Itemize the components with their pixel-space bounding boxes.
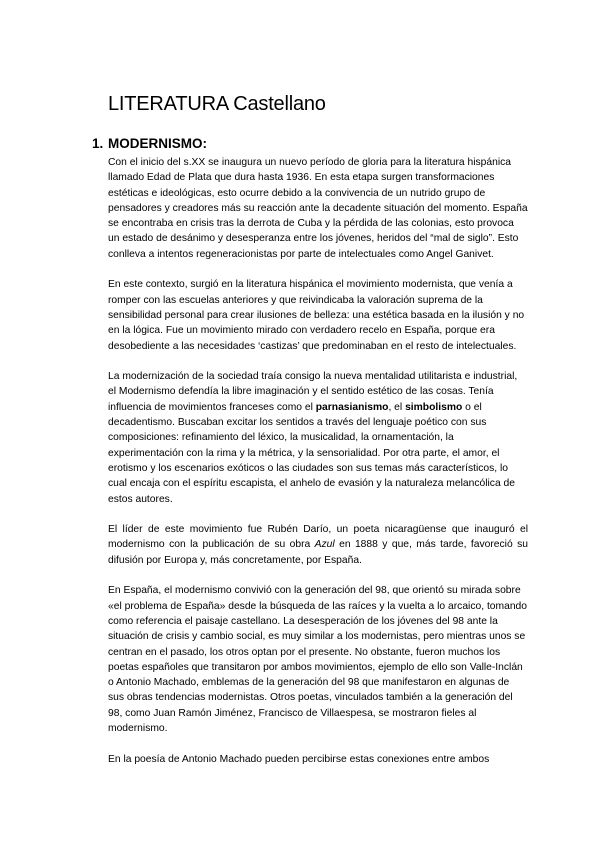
paragraph-3 [108,369,528,507]
paragraph-3-text-a: La modernización de la sociedad traía consigo la nueva mentalidad utilitarista e industrial, el Modernismo defendía la libre imaginación y el sentido estético de las cosas. Tenía influencia de movimientos franceses como el [108,371,518,413]
paragraph-4-text-b: en 1888 y que, más tarde, favoreció su difusión por Europa y, más concretamente, por España. [108,539,528,566]
paragraph-5: En España, el modernismo convivió con la generación del 98, que orientó su mirada sobre «el problema de España» desde la búsqueda de las raíces y la vuelta a lo arcaico, tomando como referencia el paisaje castellano. La desesperación de los jóvenes del 98 ante la situación de crisis y cambio social, es muy similar a los modernistas, pero mientras unos se centran en el pasado, los otros optan por el presente. No obstante, fueron muchos los poetas españoles que transitaron por ambos movimientos, ejemplo de ello son Valle-Inclán o Antonio Machado, emblemas de la generación del 98 que manifestaron en algunas de sus obras tendencias modernistas. Otros poetas, vinculados también a la generación del 98, como Juan Ramón Jiménez, Francisco de Villaespesa, se mostraron fieles al modernismo. [108,585,528,734]
paragraph-6: En la poesía de Antonio Machado pueden percibirse estas conexiones entre ambos [108,753,490,765]
paragraph-4-text-a: El líder de este movimiento fue Rubén Darío, un poeta nicaragüense que inauguró el modernismo con la publicación de su obra [108,524,528,551]
section-number: 1. [92,136,104,151]
paragraph-2: En este contexto, surgió en la literatura hispánica el movimiento modernista, que venía a romper con las escuelas anteriores y que reivindicaba la valoración suprema de la sensibilidad personal para crear ilusiones de belleza: una estética basada en la ilusión y no en la lógica. Fue un movimiento mirado con verdadero recelo en España, porque era desobediente a las necesidades ‘castizas’ que predominaban en el resto de intelectuales. [108,279,525,352]
term-parnasianismo: parnasianismo [315,401,389,413]
page-title: LITERATURA Castellano [108,93,326,115]
paragraph-1: Con el inicio del s.XX se inaugura un nuevo período de gloria para la literatura hispánica llamado Edad de Plata que dura hasta 1936. En esta etapa surgen transformaciones estéticas e ideológicas, esto ocurre debido a la convivencia de un nutrido grupo de pensadores y creadores más su reacción ante la decadente situación del momento. España se encontraba en crisis tras la derrota de Cuba y la pérdida de las colonias, esto provoca un estado de desánimo y desesperanza entre los jóvenes, heridos del “mal de siglo”. Esto conlleva a intentos regeneracionistas por parte de intelectuales como Angel Ganivet. [108,157,528,260]
section-heading [92,136,207,152]
section-title: MODERNISMO: [108,136,207,151]
paragraph-3-text-d: o el decadentismo. Buscaban excitar los sentidos a través del lenguaje poético con sus composiciones: refinamiento del léxico, la musicalidad, la ornamentación, la experimentación con la rima y la métrica, y la sensorialidad. Por otra parte, el amor, el erotismo y los escenarios exóticos o las ciudades son sus temas más característicos, lo cual encaja con el espíritu escapista, el anhelo de evasión y la naturaleza melancólica de estos autores. [108,401,515,505]
term-simbolismo: simbolismo [405,401,463,413]
document-body [108,155,528,782]
paragraph-4 [108,522,528,568]
paragraph-3-text-c: , el [388,401,406,413]
work-title-azul: Azul [314,539,335,551]
